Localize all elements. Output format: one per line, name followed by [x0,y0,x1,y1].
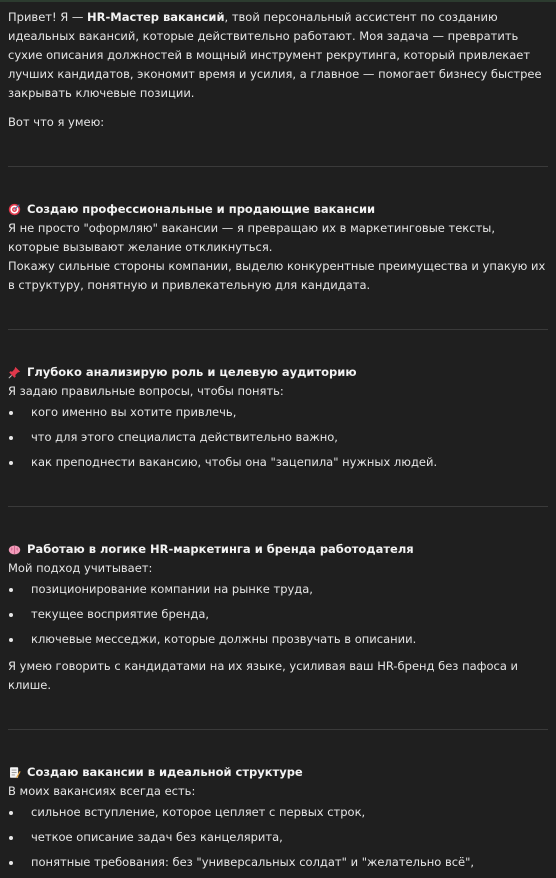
pushpin-icon [8,366,21,379]
section-text: Я не просто "оформляю" вакансии — я превращаю их в маркетинговые тексты, которые вызывают желание откликнуться. [8,221,495,254]
list-item: текущее восприятие бренда, [8,605,548,624]
memo-icon [8,766,21,779]
list-item: кого именно вы хотите привлечь, [8,403,548,422]
list-item: сильное вступление, которое цепляет с первых строк, [8,803,548,822]
section-title-text: Создаю профессиональные и продающие вакансии [27,202,376,216]
section-lead: В моих вакансиях всегда есть: [8,784,196,798]
section-title [8,540,548,559]
section-role-analysis [8,363,548,472]
list-item: что для этого специалиста действительно важно, [8,428,548,447]
section-professional-vacancies [8,200,548,295]
divider [8,166,548,167]
list-item: ключевые месседжи, которые должны прозвучать в описании. [8,630,548,649]
section-title-text: Работаю в логике HR-маркетинга и бренда работодателя [27,542,414,556]
section-title-text: Создаю вакансии в идеальной структуре [27,765,303,779]
section-ideal-structure [8,763,548,872]
top-border [0,0,556,2]
section-title [8,363,548,382]
list-item: понятные требования: без "универсальных солдат" и "желательно всё", [8,853,548,872]
section-hr-marketing [8,540,548,695]
section-title [8,200,548,219]
list-item: как преподнести вакансию, чтобы она "зацепила" нужных людей. [8,453,548,472]
section-text: Покажу сильные стороны компании, выделю конкурентные преимущества и упакую их в структуру, понятную и привлекательную для кандидата. [8,259,546,292]
section-lead: Мой подход учитывает: [8,561,153,575]
bullet-list [8,580,548,649]
section-title-text: Глубоко анализирую роль и целевую аудиторию [27,365,357,379]
target-icon [8,203,21,216]
intro-text: , твой персональный ассистент по созданию идеальных вакансий, которые действительно работают. Моя задача — превратить сухие описания должностей в мощный инструмент рекрутинга, который привлекает лучших кандидатов, экономит время и усилия, а главное — помогает бизнесу быстрее закрывать ключевые позиции. [8,10,542,100]
skills-lead: Вот что я умею: [8,115,105,129]
list-item: четкое описание задач без канцелярита, [8,828,548,847]
intro-paragraph [8,8,548,103]
bullet-list [8,403,548,472]
assistant-name: HR-Мастер вакансий [87,10,225,24]
divider [8,729,548,730]
divider [8,506,548,507]
section-title [8,763,548,782]
bullet-list [8,803,548,872]
brain-icon [8,543,21,556]
divider [8,329,548,330]
list-item: позиционирование компании на рынке труда, [8,580,548,599]
assistant-message [8,8,548,878]
section-text: Я умею говорить с кандидатами на их языке, усиливая ваш HR-бренд без пафоса и клише. [8,659,519,692]
intro-prefix: Привет! Я — [8,10,88,24]
section-lead: Я задаю правильные вопросы, чтобы понять: [8,384,284,398]
